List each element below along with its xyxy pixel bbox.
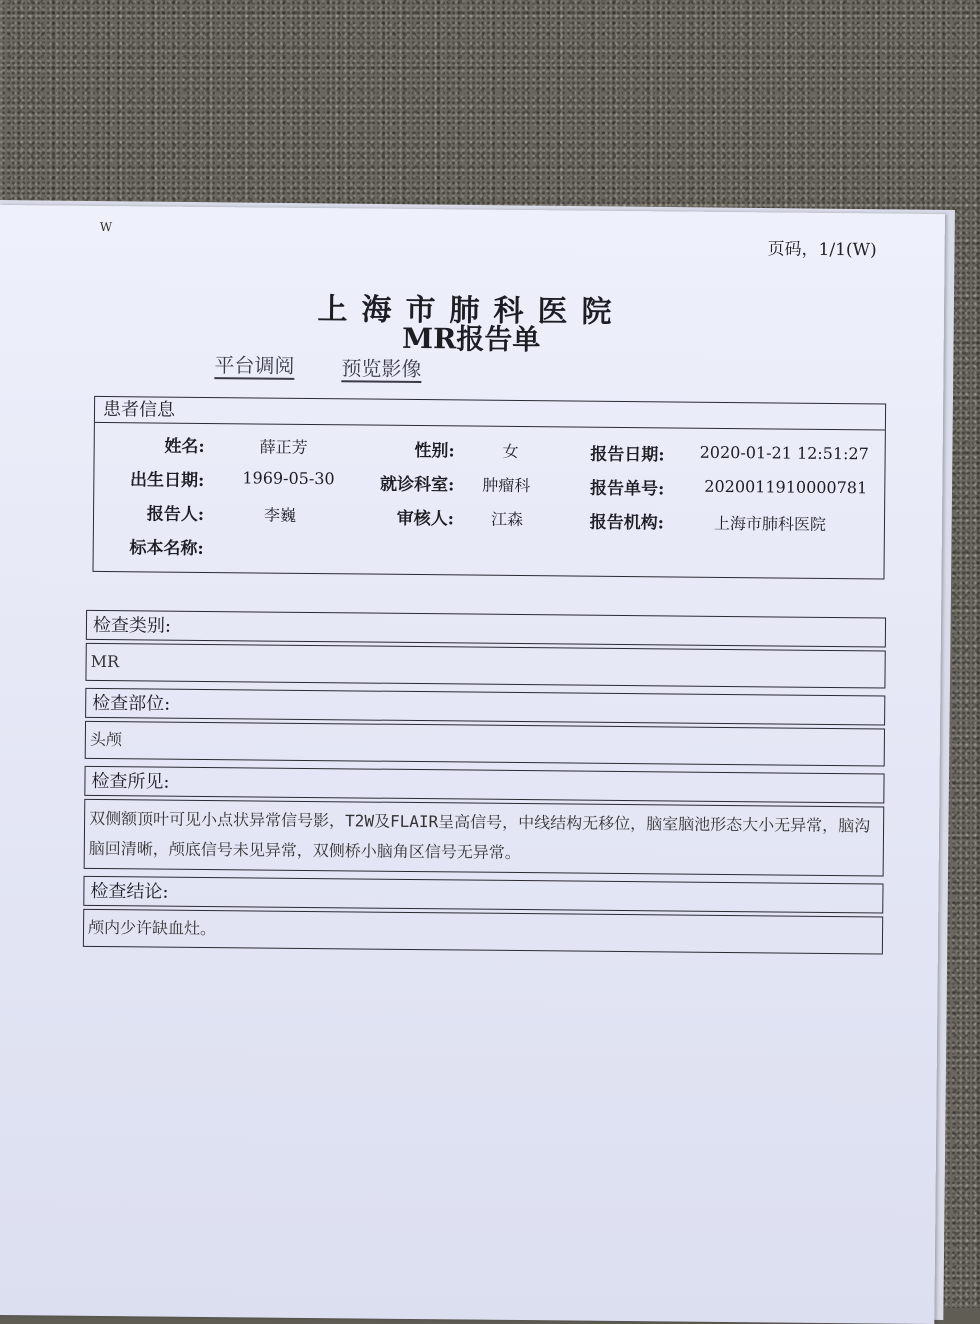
dept: 肿瘤科	[482, 475, 531, 496]
findings-title: 检查所见:	[84, 766, 884, 804]
conclusion-title: 检查结论:	[83, 876, 883, 914]
report-no: 2020011910000781	[704, 476, 868, 498]
exam-category-title: 检查类别:	[86, 610, 886, 648]
patient-info-box	[92, 396, 886, 580]
name-label: 姓名:	[164, 436, 205, 457]
report-paper	[0, 205, 945, 1324]
exam-part-section	[85, 688, 886, 767]
patient-info-header: 患者信息	[95, 397, 885, 431]
conclusion-section	[83, 876, 884, 955]
reviewer: 江森	[490, 509, 524, 530]
report-title: MR报告单	[401, 321, 541, 357]
birth-date: 1969-05-30	[242, 468, 335, 489]
page-code: 页码，1/1(W)	[767, 239, 877, 261]
birth-label: 出生日期:	[129, 470, 205, 491]
exam-part-value: 头颅	[85, 721, 885, 767]
sex-label: 性别:	[414, 440, 455, 462]
corner-mark: W	[99, 219, 113, 235]
patient-name: 薛正芳	[259, 437, 308, 457]
reporter-label: 报告人:	[146, 504, 205, 525]
institution: 上海市肺科医院	[713, 513, 827, 534]
institution-label: 报告机构:	[589, 512, 665, 534]
report-date-label: 报告日期:	[590, 444, 665, 466]
hospital-name: 上海市肺科医院	[317, 292, 626, 331]
report-date: 2020-01-21 12:51:27	[699, 442, 869, 464]
specimen-label: 标本名称:	[129, 538, 204, 559]
exam-category-value: MR	[85, 643, 885, 689]
exam-part-title: 检查部位:	[85, 688, 885, 726]
findings-text: 双侧额顶叶可见小点状异常信号影，T2W及FLAIR呈高信号，中线结构无移位，脑室脑池形态大小无异常，脑沟脑回清晰，颅底信号未见异常，双侧桥小脑角区信号无异常。	[84, 799, 885, 877]
report-no-label: 报告单号:	[589, 478, 665, 500]
conclusion-text: 颅内少许缺血灶。	[83, 909, 883, 955]
platform-review-link[interactable]: 平台调阅	[214, 353, 295, 378]
preview-images-link[interactable]: 预览影像	[341, 356, 422, 382]
exam-category-section	[85, 610, 886, 689]
reviewer-label: 审核人:	[396, 508, 455, 530]
reporter: 李巍	[263, 505, 297, 525]
findings-section	[84, 766, 885, 877]
patient-sex: 女	[502, 441, 519, 461]
dept-label: 就诊科室:	[379, 474, 455, 496]
